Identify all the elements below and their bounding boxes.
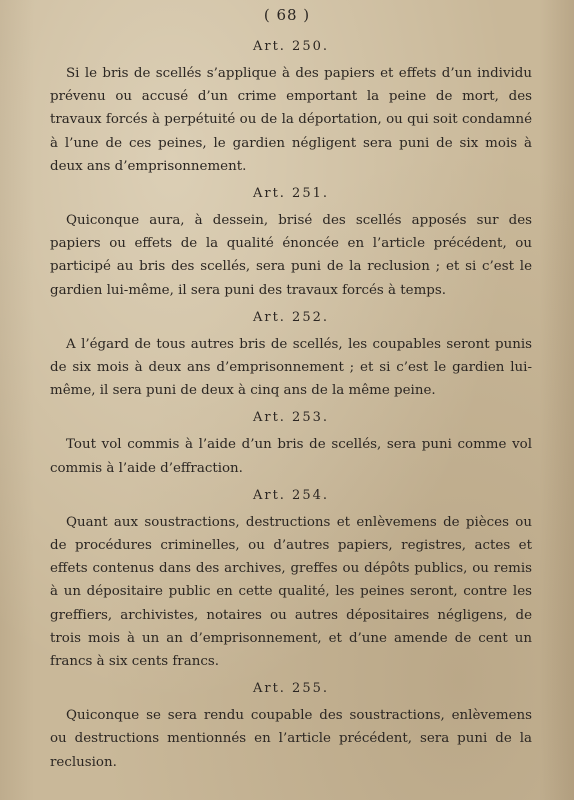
article-254 xyxy=(50,487,532,673)
article-heading: Art. 254. xyxy=(252,487,330,503)
article-text: A l’égard de tous autres bris de scellés, les coupables seront punis de six mois à deux ans d’emprisonnement ; et si c’est le gardien lui-même, il sera puni de deux à cinq ans de la même peine. xyxy=(50,336,532,399)
page-number: ( 68 ) xyxy=(263,6,311,24)
article-253 xyxy=(50,409,532,479)
article-heading: Art. 253. xyxy=(252,410,330,426)
article-heading: Art. 250. xyxy=(252,39,330,54)
articles-list xyxy=(50,38,532,781)
article-heading: Art. 252. xyxy=(252,309,330,325)
article-255 xyxy=(50,680,532,774)
article-text: Si le bris de scellés s’applique à des papiers et effets d’un individu prévenu ou accusé d’un crime emportant la peine de mort, des travaux forcés à perpétuité ou de la déportation, ou qui soit condamné à l’une de ces peines, le gardien négligent sera puni de six mois à deux ans d’emprisonnement. xyxy=(50,66,532,174)
article-251 xyxy=(50,185,532,302)
article-252 xyxy=(50,309,532,403)
article-text: Quant aux soustractions, destructions et enlèvemens de pièces ou de procédures criminelles, ou d’autres papiers, registres, actes et effets contenus dans des archives, greffes ou dépôts publics, ou remis à un dépositaire public en cette qualité, les peines seront, contre les greffiers, archivistes, notaires ou autres dépositaires négligens, de trois mois à un an d’emprisonnement, et d’une amende de cent un francs à six cents francs. xyxy=(50,514,532,670)
article-text: Quiconque se sera rendu coupable des soustractions, enlèvemens ou destructions mentionnés en l’article précédent, sera puni de la reclusion. xyxy=(50,708,532,770)
article-250 xyxy=(50,38,532,178)
article-heading: Art. 251. xyxy=(252,186,330,202)
article-text: Quiconque aura, à dessein, brisé des scellés apposés sur des papiers ou effets de la qualité énoncée en l’article précédent, ou participé au bris des scellés, sera puni de la reclusion ; et si c’est le gardien lui-même, il sera puni des travaux forcés à temps. xyxy=(50,213,532,298)
article-heading: Art. 255. xyxy=(252,681,330,697)
article-text: Tout vol commis à l’aide d’un bris de scellés, sera puni comme vol commis à l’aide d’effraction. xyxy=(50,437,532,476)
